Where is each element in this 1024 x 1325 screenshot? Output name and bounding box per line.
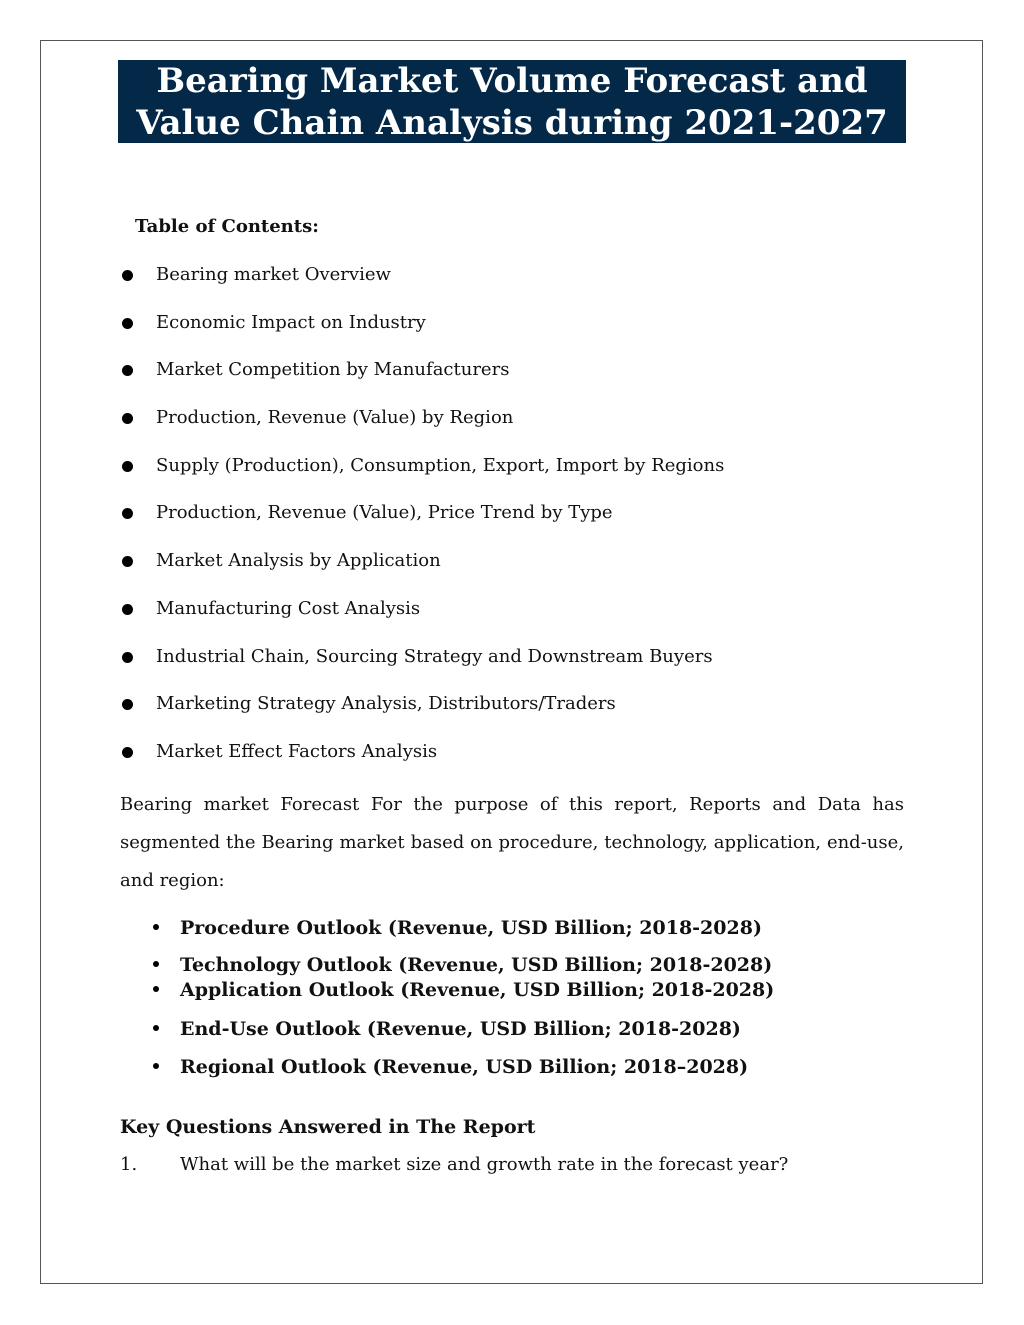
- bullet-icon: [122, 508, 133, 519]
- toc-item-label: Production, Revenue (Value), Price Trend by Type: [156, 502, 613, 524]
- toc-item-label: Market Effect Factors Analysis: [156, 740, 438, 762]
- outlook-item-label: Regional Outlook (Revenue, USD Billion; 2018–2028): [180, 1056, 749, 1078]
- title-line-2: Value Chain Analysis during 2021-2027: [136, 103, 888, 143]
- toc-item-label: Supply (Production), Consumption, Export, Import by Regions: [156, 454, 725, 476]
- outlook-item: [150, 1017, 741, 1041]
- toc-item: [122, 455, 724, 503]
- toc-item-label: Marketing Strategy Analysis, Distributors/Traders: [156, 693, 616, 715]
- toc-item: [122, 550, 724, 598]
- bullet-icon: [153, 961, 159, 967]
- toc-list: [122, 264, 724, 789]
- bullet-icon: [122, 652, 133, 663]
- toc-item: [122, 741, 724, 789]
- toc-item: [122, 264, 724, 312]
- bullet-icon: [122, 461, 133, 472]
- toc-item-label: Industrial Chain, Sourcing Strategy and Downstream Buyers: [156, 645, 713, 667]
- toc-item-label: Manufacturing Cost Analysis: [156, 597, 421, 619]
- forecast-paragraph: Bearing market Forecast For the purpose of this report, Reports and Data has segmented the Bearing market based on procedure, technology, application, end-use, and region:: [120, 794, 904, 891]
- bullet-icon: [122, 365, 133, 376]
- key-questions-heading: Key Questions Answered in The Report: [120, 1116, 536, 1138]
- question-number: 1.: [120, 1154, 138, 1175]
- question-item: [120, 1154, 788, 1175]
- outlook-item-label: Procedure Outlook (Revenue, USD Billion; 2018-2028): [180, 917, 762, 939]
- bullet-icon: [122, 318, 133, 329]
- toc-item: [122, 502, 724, 550]
- bullet-icon: [122, 270, 133, 281]
- toc-item: [122, 646, 724, 694]
- toc-item: [122, 693, 724, 741]
- bullet-icon: [153, 924, 159, 930]
- toc-heading: Table of Contents:: [135, 216, 319, 237]
- bullet-icon: [153, 986, 159, 992]
- bullet-icon: [122, 699, 133, 710]
- toc-item-label: Economic Impact on Industry: [156, 311, 426, 333]
- bullet-icon: [122, 556, 133, 567]
- outlook-item-label: Technology Outlook (Revenue, USD Billion; 2018-2028): [180, 954, 773, 976]
- bullet-icon: [122, 604, 133, 615]
- document-title: [118, 60, 906, 143]
- title-line-1: Bearing Market Volume Forecast and: [156, 61, 868, 101]
- toc-item-label: Market Competition by Manufacturers: [156, 359, 510, 381]
- toc-item: [122, 359, 724, 407]
- toc-item: [122, 598, 724, 646]
- bullet-icon: [153, 1025, 159, 1031]
- toc-item: [122, 407, 724, 455]
- question-text: What will be the market size and growth rate in the forecast year?: [180, 1154, 789, 1175]
- outlook-item: [150, 953, 772, 977]
- outlook-item-label: Application Outlook (Revenue, USD Billion; 2018-2028): [180, 979, 775, 1001]
- outlook-item-label: End-Use Outlook (Revenue, USD Billion; 2018-2028): [180, 1018, 741, 1040]
- bullet-icon: [122, 413, 133, 424]
- bullet-icon: [122, 747, 133, 758]
- outlook-item: [150, 978, 774, 1002]
- toc-item: [122, 312, 724, 360]
- bullet-icon: [153, 1063, 159, 1069]
- outlook-item: [150, 916, 762, 940]
- outlook-item: [150, 1055, 748, 1079]
- toc-item-label: Production, Revenue (Value) by Region: [156, 407, 514, 429]
- toc-item-label: Bearing market Overview: [156, 264, 391, 285]
- toc-item-label: Market Analysis by Application: [156, 550, 441, 572]
